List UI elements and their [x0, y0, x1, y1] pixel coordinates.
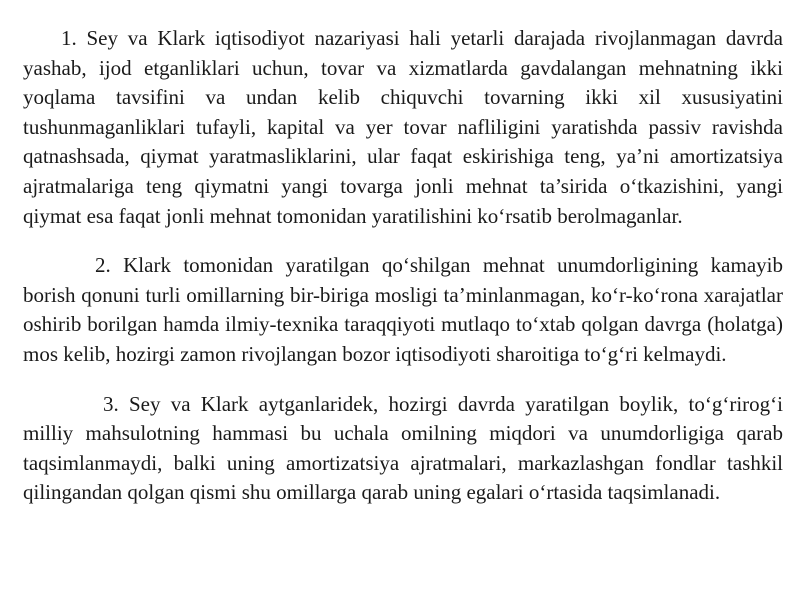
paragraph-3: 3. Sey va Klark aytganlaridek, hozirgi davrda yaratilgan boylik, to‘g‘rirog‘i milliy mahsulotning hammasi bu uchala omilning miqdori va unumdorligiga qarab taqsimlanmaydi, balki uning amortizatsiya ajratmalari, markazlashgan fondlar tashkil qilingandan qolgan qismi shu omillarga qarab uning egalari o‘rtasida taqsimlanadi. [23, 391, 783, 505]
paragraph-2: 2. Klark tomonidan yaratilgan qo‘shilgan mehnat unumdorligining kamayib borish qonuni turli omillarning bir-biriga mosligi ta’minlanmagan, ko‘r-ko‘rona xarajatlar oshirib borilgan hamda ilmiy-texnika taraqqiyoti mutlaqo to‘xtab qolgan davrga (holatga) mos kelib, hozirgi zamon rivojlangan bozor iqtisodiyoti sharoitiga to‘g‘ri kelmaydi. [23, 253, 783, 366]
document-page [23, 24, 783, 508]
paragraph-1: 1. Sey va Klark iqtisodiyot nazariyasi hali yetarli darajada rivojlanmagan davrda yashab, ijod etganliklari uchun, tovar va xizmatlarda gavdalangan mehnatning ikki yoqlama tavsifini va undan kelib chiquvchi tovarning ikki xil xususiyatini tushunmaganliklari tufayli, kapital va yer tovar nafliligini yaratishda passiv ravishda qatnashsada, qiymat yaratmasliklarini, ular faqat eskirishiga teng, ya’ni amortizatsiya ajratmalariga teng qiymatni yangi tovarga jonli mehnat ta’sirida o‘tkazishini, yangi qiymat esa faqat jonli mehnat tomonidan yaratilishini ko‘rsatib berolmaganlar. [23, 26, 783, 228]
